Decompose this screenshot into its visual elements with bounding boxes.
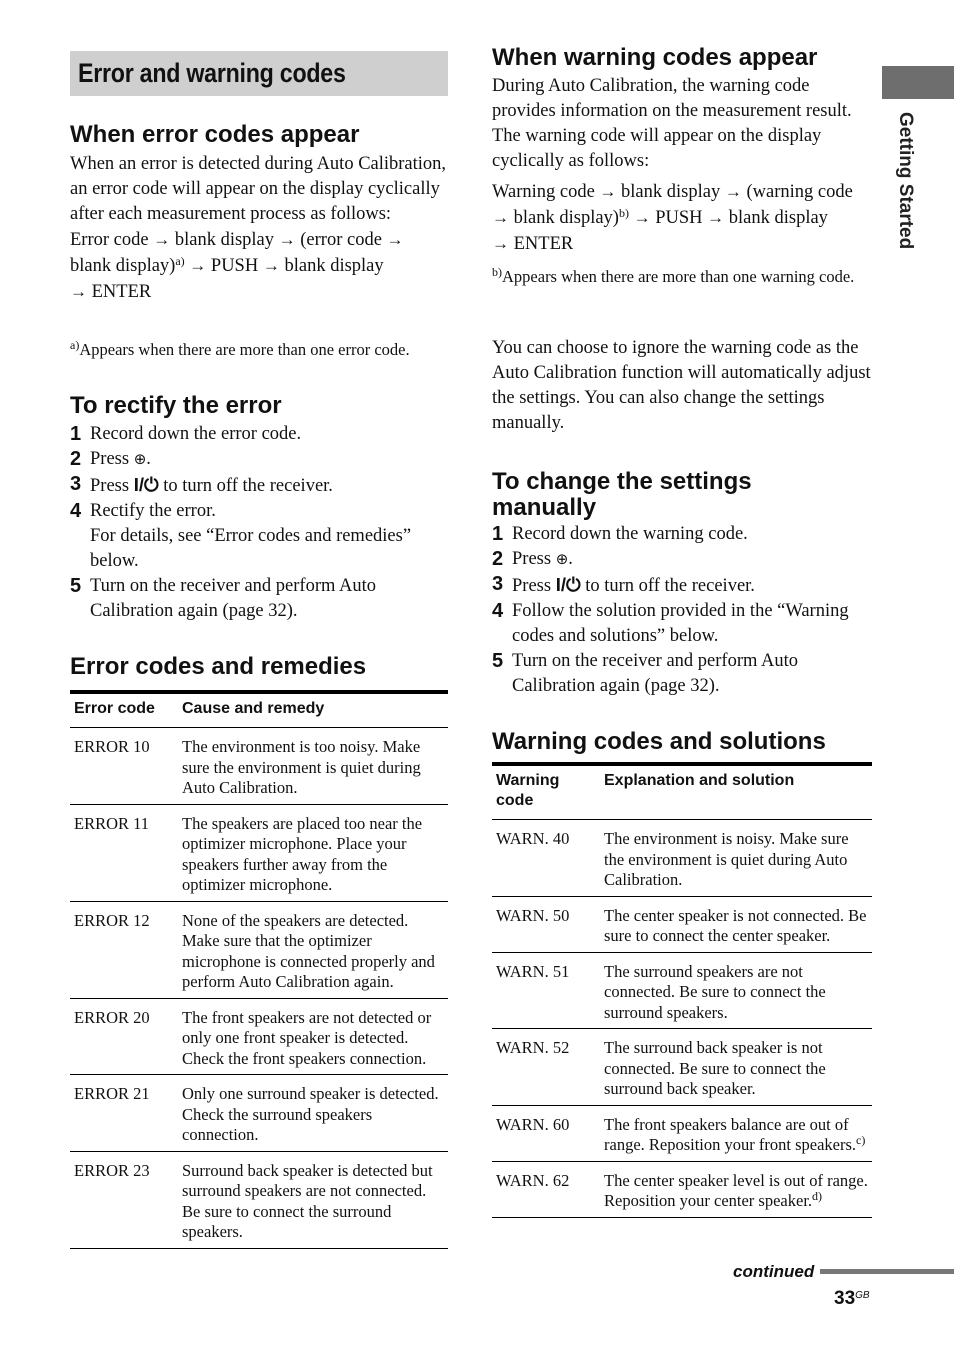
description-text: The center speaker is not connected. Be sure to connect the center speaker. (604, 905, 867, 945)
description-cell (178, 901, 448, 998)
code-cell: WARN. 52 (492, 1029, 600, 1106)
list-item: 5 Turn on the receiver and perform Auto Calibration again (page 32). (70, 575, 376, 621)
table-row (492, 952, 872, 1029)
description-cell (600, 820, 872, 897)
description-text: The environment is too noisy. Make sure the environment is quiet during Auto Calibration. (182, 737, 421, 797)
section-title: Error and warning codes (78, 58, 346, 88)
rectify-steps (70, 422, 448, 624)
code-cell: ERROR 20 (70, 998, 178, 1075)
description-text: Surround back speaker is detected but surround speakers are not connected. Be sure to connect the surround speakers. (182, 1160, 433, 1241)
column-header-cause-remedy: Cause and remedy (178, 692, 448, 728)
code-cell: ERROR 23 (70, 1151, 178, 1248)
list-item: 4 Follow the solution provided in the “Warning codes and solutions” below. (492, 600, 849, 646)
description-text: None of the speakers are detected. Make sure that the optimizer microphone is connected properly and perform Auto Calibration again. (182, 910, 435, 991)
list-item: 3 Press I/⏻ to turn off the receiver. (492, 573, 755, 596)
table-row (70, 1075, 448, 1152)
table-row (70, 1151, 448, 1248)
code-cell: ERROR 21 (70, 1075, 178, 1152)
ignore-warning-paragraph: You can choose to ignore the warning code as the Auto Calibration function will automatically adjust the settings. You can also change the settings manually. (492, 338, 871, 433)
error-sequence: Error code → blank display → (error code → blank display)$^{a)}$ → PUSH → blank display → ENTER (70, 230, 404, 302)
description-cell (178, 1075, 448, 1152)
chapter-label: Getting Started (895, 112, 916, 250)
heading-when-warning-codes-appear: When warning codes appear (492, 44, 818, 71)
code-cell: WARN. 40 (492, 820, 600, 897)
description-cell (600, 1029, 872, 1106)
description-text: The speakers are placed too near the optimizer microphone. Place your speakers further away from the optimizer microphone. (182, 813, 423, 894)
code-cell: WARN. 62 (492, 1161, 600, 1217)
section-banner (70, 51, 448, 96)
table-row (70, 728, 448, 805)
enter-button-icon: ⊕ (133, 450, 147, 468)
table-row (492, 1105, 872, 1161)
description-cell (178, 1151, 448, 1248)
heading-to-change-settings-manually: To change the settings manually (492, 468, 752, 521)
table-row (492, 1029, 872, 1106)
warning-intro: During Auto Calibration, the warning code provides information on the measurement result. The warning code will appear on the display cyclically as follows: (492, 76, 852, 171)
table-row (492, 1161, 872, 1217)
error-intro: When an error is detected during Auto Calibration, an error code will appear on the display cyclically after each measurement process as follows: Error code → blank display → (error code → blank display)$^{a)}$ → PUSH → blank display → ENTER (70, 154, 447, 302)
table-row (492, 820, 872, 897)
manual-steps (492, 522, 872, 699)
column-header-error-code: Error code (70, 692, 178, 728)
table-row (70, 804, 448, 901)
description-text: Only one surround speaker is detected. Check the surround speakers connection. (182, 1084, 439, 1144)
list-item: 2 Press ⊕. (70, 448, 151, 470)
continued-label: continued (733, 1262, 815, 1281)
description-cell (178, 998, 448, 1075)
list-item: 2 Press ⊕. (492, 548, 573, 570)
column-header-explanation: Explanation and solution (600, 764, 872, 820)
enter-button-icon: ⊕ (555, 550, 569, 568)
code-cell: ERROR 10 (70, 728, 178, 805)
list-item: 3 Press I/⏻ to turn off the receiver. (70, 473, 333, 496)
footnote-a: $^{a)}$Appears when there are more than one error code. (70, 338, 410, 359)
description-cell (600, 1105, 872, 1161)
list-item: 4 Rectify the error. For details, see “Error codes and remedies” below. (70, 500, 412, 571)
description-text: The surround speakers are not connected. Be sure to connect the surround speakers. (604, 961, 826, 1022)
description-text: The center speaker level is out of range. Reposition your center speaker. (604, 1170, 868, 1210)
column-header-warning-code: Warning code (492, 764, 600, 820)
heading-to-rectify-the-error: To rectify the error (70, 392, 282, 419)
table-row (492, 896, 872, 952)
table-row (70, 901, 448, 998)
description-cell (178, 804, 448, 901)
warning-sequence: Warning code → blank display → (warning code → blank display)$^{b)}$ → PUSH → blank display → ENTER (492, 182, 853, 254)
heading-when-error-codes-appear: When error codes appear (70, 121, 360, 148)
power-icon: I/⏻ (133, 474, 159, 495)
code-cell: WARN. 51 (492, 952, 600, 1029)
description-text: The front speakers are not detected or only one front speaker is detected. Check the front speakers connection. (182, 1007, 432, 1068)
footnote-marker: c) (856, 1133, 866, 1147)
description-cell (600, 1161, 872, 1217)
code-cell: WARN. 50 (492, 896, 600, 952)
table-row (70, 998, 448, 1075)
description-text: The surround back speaker is not connected. Be sure to connect the surround back speaker. (604, 1038, 826, 1098)
warning-codes-table (492, 762, 872, 1218)
code-cell: ERROR 12 (70, 901, 178, 998)
description-text: The environment is noisy. Make sure the environment is quiet during Auto Calibration. (604, 829, 849, 889)
code-cell: WARN. 60 (492, 1105, 600, 1161)
error-codes-table (70, 690, 448, 1249)
description-cell (600, 896, 872, 952)
heading-warning-codes-and-solutions: Warning codes and solutions (492, 728, 826, 755)
description-cell (178, 728, 448, 805)
continued-bar (820, 1269, 954, 1274)
description-cell (600, 952, 872, 1029)
footnote-b: $^{b)}$Appears when there are more than one warning code. (492, 265, 855, 286)
list-item: 1 Record down the error code. (70, 423, 302, 445)
power-icon: I/⏻ (555, 574, 581, 595)
heading-error-codes-and-remedies: Error codes and remedies (70, 653, 367, 680)
description-text: The front speakers balance are out of range. Reposition your front speakers. (604, 1114, 857, 1154)
list-item: 1 Record down the warning code. (492, 523, 748, 545)
code-cell: ERROR 11 (70, 804, 178, 901)
chapter-tab-marker (882, 66, 954, 99)
page-number: $33^{GB}$ (834, 1288, 870, 1309)
list-item: 5 Turn on the receiver and perform Auto Calibration again (page 32). (492, 650, 798, 696)
footnote-marker: d) (812, 1189, 823, 1203)
